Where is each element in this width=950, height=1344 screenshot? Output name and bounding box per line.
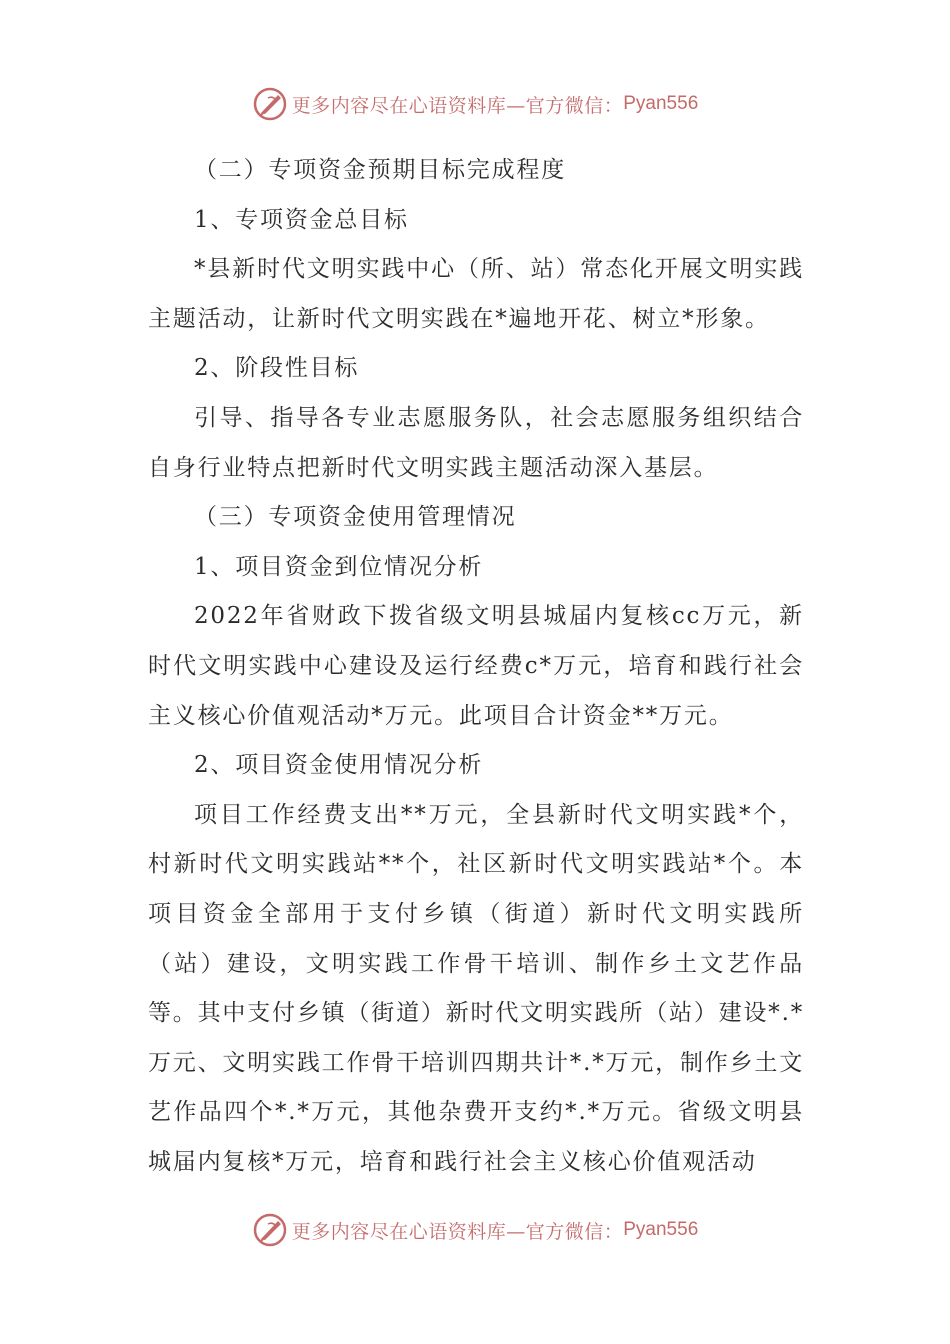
subsection-heading: 2、项目资金使用情况分析: [194, 752, 484, 779]
subsection-heading: 2、阶段性目标: [194, 355, 360, 382]
subsection-heading: 1、专项资金总目标: [194, 206, 409, 233]
footer-watermark: [0, 1210, 950, 1250]
body-paragraph: *县新时代文明实践中心（所、站）常态化开展文明实践主题活动，让新时代文明实践在*遍地开花、树立*形象。: [148, 256, 804, 332]
section-heading: （三）专项资金使用管理情况: [194, 504, 517, 531]
quill-seal-icon: [252, 86, 288, 122]
body-paragraph: 引导、指导各专业志愿服务队，社会志愿服务组织结合自身行业特点把新时代文明实践主题活动深入基层。: [148, 404, 804, 481]
body-paragraph: 项目工作经费支出**万元，全县新时代文明实践*个，村新时代文明实践站**个，社区新时代文明实践站*个。本项目资金全部用于支付乡镇（街道）新时代文明实践所（站）建设，文明实践工作骨干培训、制作乡土文艺作品等。其中支付乡镇（街道）新时代文明实践所（站）建设*.*万元、文明实践工作骨干培训四期共计*.*万元，制作乡土文艺作品四个*.*万元，其他杂费开支约*.*万元。省级文明县城届内复核*万元，培育和践行社会主义核心价值观活动: [148, 801, 804, 1175]
watermark-wechat-id: Pyan556: [623, 93, 699, 114]
body-paragraph: 2022年省财政下拨省级文明县城届内复核cc万元，新时代文明实践中心建设及运行经费c*万元，培育和践行社会主义核心价值观活动*万元。此项目合计资金**万元。: [148, 603, 804, 729]
watermark-text: 更多内容尽在心语资料库—官方微信：: [291, 1220, 624, 1243]
subsection-heading: 1、项目资金到位情况分析: [194, 553, 484, 580]
header-watermark: [0, 84, 950, 124]
quill-seal-icon: [252, 1212, 288, 1248]
watermark-text: 更多内容尽在心语资料库—官方微信：: [291, 94, 624, 117]
document-body: [148, 146, 804, 1187]
watermark-wechat-id: Pyan556: [623, 1219, 699, 1240]
section-heading: （二）专项资金预期目标完成程度: [194, 157, 566, 183]
